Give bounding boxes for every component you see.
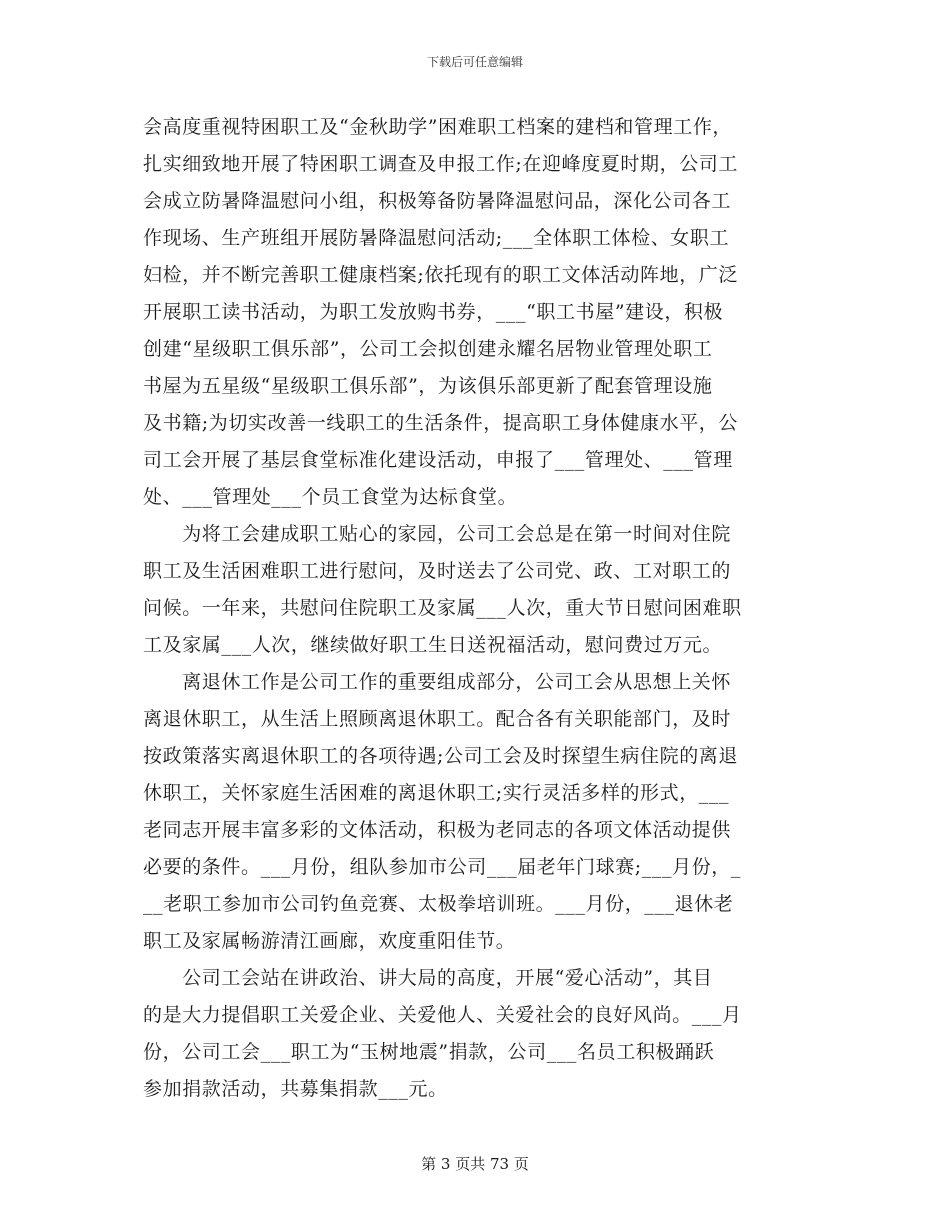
text-line: 妇检，并不断完善职工健康档案;依托现有的职工文体活动阵地，广泛 xyxy=(143,264,739,286)
text-line: 的是大力提倡职工关爱企业、关爱他人、关爱社会的良好风尚。___月 xyxy=(143,1004,742,1026)
text-line: 份，公司工会___职工为“玉树地震”捐款，公司___名员工积极踊跃 xyxy=(143,1041,715,1063)
text-line: 职工及家属畅游清江画廊，欢度重阳佳节。 xyxy=(143,930,516,952)
text-line: 职工及生活困难职工进行慰问，及时送去了公司党、政、工对职工的 xyxy=(143,560,732,582)
text-line: 会成立防暑降温慰问小组，积极筹备防暑降温慰问品，深化公司各工 xyxy=(143,190,732,212)
text-line: 会高度重视特困职工及“金秋助学”困难职工档案的建档和管理工作， xyxy=(143,116,733,138)
text-line: 及书籍;为切实改善一线职工的生活条件，提高职工身体健康水平，公 xyxy=(143,412,739,434)
text-line: 休职工，关怀家庭生活困难的离退休职工;实行灵活多样的形式，___ xyxy=(143,782,730,804)
text-line: 参加捐款活动，共募集捐款___元。 xyxy=(143,1078,448,1100)
text-line: 老同志开展丰富多彩的文体活动，积极为老同志的各项文体活动提供 xyxy=(143,819,732,841)
text-line: 离退休职工，从生活上照顾离退休职工。配合各有关职能部门，及时 xyxy=(143,708,732,730)
page-number: 第 3 页共 73 页 xyxy=(421,1155,529,1173)
text-line: 必要的条件。___月份，组队参加市公司___届老年门球赛;___月份，_ xyxy=(143,856,742,878)
text-line: 开展职工读书活动，为职工发放购书券，___“职工书屋”建设，积极 xyxy=(143,301,724,323)
text-line: 按政策落实离退休职工的各项待遇;公司工会及时探望生病住院的离退 xyxy=(143,745,739,767)
text-line: 工及家属___人次，继续做好职工生日送祝福活动，慰问费过万元。 xyxy=(143,634,723,656)
text-line: 公司工会站在讲政治、讲大局的高度，开展“爱心活动”，其目 xyxy=(143,967,713,989)
text-line: 书屋为五星级“星级职工俱乐部”，为该俱乐部更新了配套管理设施 xyxy=(143,375,713,397)
text-line: 问候。一年来，共慰问住院职工及家属___人次，重大节日慰问困难职 xyxy=(143,597,742,619)
page-header: 下载后可任意编辑 xyxy=(426,55,523,69)
text-line: 司工会开展了基层食堂标准化建设活动，申报了___管理处、___管理 xyxy=(143,449,733,471)
text-line: 扎实细致地开展了特困职工调查及申报工作;在迎峰度夏时期，公司工 xyxy=(143,153,739,175)
text-line: 创建“星级职工俱乐部”，公司工会拟创建永耀名居物业管理处职工 xyxy=(143,338,713,360)
text-line: __老职工参加市公司钓鱼竞赛、太极拳培训班。___月份，___退休老 xyxy=(143,893,734,915)
text-line: 离退休工作是公司工作的重要组成部分，公司工会从思想上关怀 xyxy=(143,671,732,693)
text-line: 处、___管理处___个员工食堂为达标食堂。 xyxy=(143,486,518,508)
text-line: 为将工会建成职工贴心的家园，公司工会总是在第一时间对住院 xyxy=(143,523,732,545)
text-line: 作现场、生产班组开展防暑降温慰问活动;___全体职工体检、女职工 xyxy=(143,227,730,249)
